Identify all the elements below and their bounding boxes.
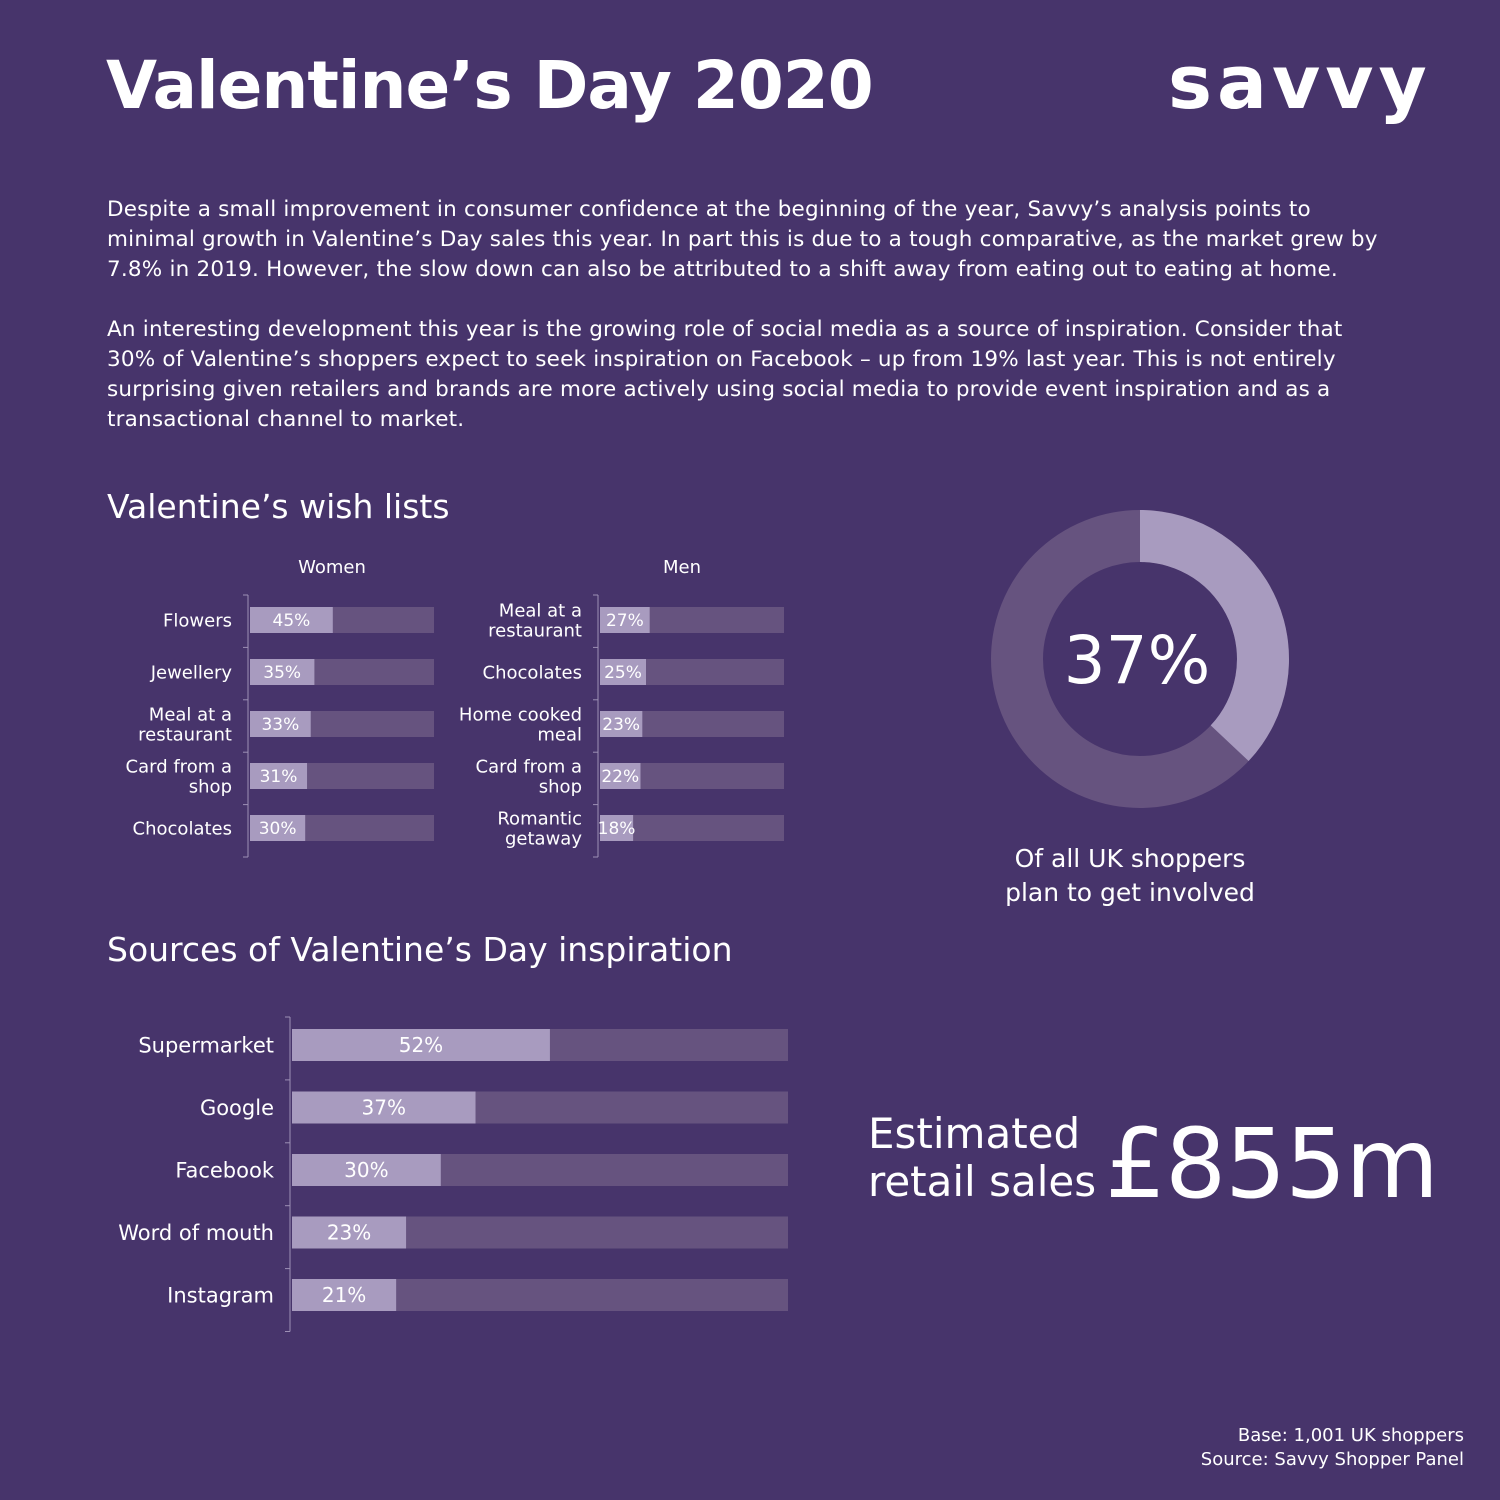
category-label: Chocolates: [482, 662, 582, 684]
donut-center-label: 37%: [1063, 622, 1211, 699]
savvy-logo: savvy: [1168, 40, 1432, 126]
footer-notes: [1201, 1424, 1464, 1472]
category-label: restaurant: [488, 620, 582, 642]
category-label: Flowers: [163, 610, 232, 632]
category-label: Word of mouth: [118, 1221, 274, 1246]
category-label: shop: [188, 776, 232, 798]
wish-lists-title: Valentine’s wish lists: [107, 487, 450, 526]
category-label: Card from a: [475, 756, 582, 778]
category-label: shop: [538, 776, 582, 798]
estimated-sales-label: [868, 1110, 1098, 1206]
data-label: 30%: [258, 819, 297, 840]
intro-paragraph-1: Despite a small improvement in consumer confidence at the beginning of the year, Savvy’s analysis points to minimal growth in Valentine’s Day sales this year. In part this is due to a tough comparative, as the market grew by 7.8% in 2019. However, the slow down can also be attributed to a shift away from eating out to eating at home.: [107, 197, 1378, 282]
category-label: Card from a: [125, 756, 232, 778]
data-label: 25%: [604, 663, 642, 684]
category-label: Romantic: [497, 808, 582, 830]
data-label: 21%: [321, 1283, 367, 1308]
data-label: 22%: [601, 767, 640, 788]
data-label: 30%: [344, 1158, 389, 1183]
data-label: 33%: [261, 715, 300, 736]
category-label: Google: [199, 1096, 274, 1121]
donut-caption: Of all UK shoppers plan to get involved: [1005, 844, 1255, 907]
women-wish-list-chart: [100, 550, 450, 860]
estimated-sales-value: £855m: [1105, 1108, 1438, 1220]
category-label: Facebook: [175, 1158, 274, 1183]
data-label: 37%: [361, 1095, 406, 1120]
category-label: Meal at a: [148, 704, 232, 726]
category-label: Chocolates: [132, 818, 232, 840]
estimated-sales-label-text: Estimated retail sales: [868, 1109, 1097, 1206]
page-title: Valentine’s Day 2020: [106, 47, 873, 124]
chart-subtitle: Women: [298, 557, 366, 578]
category-label: Supermarket: [138, 1033, 274, 1058]
data-label: 23%: [602, 715, 641, 736]
footer-base: Base: 1,001 UK shoppers: [1237, 1425, 1464, 1446]
category-label: getaway: [505, 828, 582, 850]
data-label: 18%: [597, 819, 636, 840]
category-label: Jewellery: [150, 662, 232, 684]
inspiration-sources-chart: [100, 1005, 800, 1335]
men-wish-list-chart: [450, 550, 800, 860]
category-label: Meal at a: [498, 600, 582, 622]
chart-subtitle: Men: [662, 557, 702, 578]
intro-paragraph-2: An interesting development this year is the growing role of social media as a source of inspiration. Consider that 30% of Valentine’s shoppers expect to seek inspiration on Facebook – up from 19% last year. This is not entirely surprising given retailers and brands are more actively using social media to provide event inspiration and as a transactional channel to market.: [107, 317, 1343, 432]
data-label: 27%: [605, 611, 644, 632]
category-label: Instagram: [167, 1283, 274, 1308]
data-label: 23%: [326, 1220, 372, 1245]
footer-source: Source: Savvy Shopper Panel: [1200, 1449, 1464, 1470]
category-label: Home cooked: [458, 704, 582, 726]
involvement-donut-chart: [980, 500, 1300, 820]
data-label: 52%: [398, 1033, 444, 1058]
inspiration-title: Sources of Valentine’s Day inspiration: [107, 930, 733, 969]
category-label: meal: [537, 724, 582, 746]
data-label: 45%: [272, 611, 311, 632]
data-label: 35%: [263, 663, 302, 684]
category-label: restaurant: [138, 724, 232, 746]
data-label: 31%: [259, 767, 298, 788]
